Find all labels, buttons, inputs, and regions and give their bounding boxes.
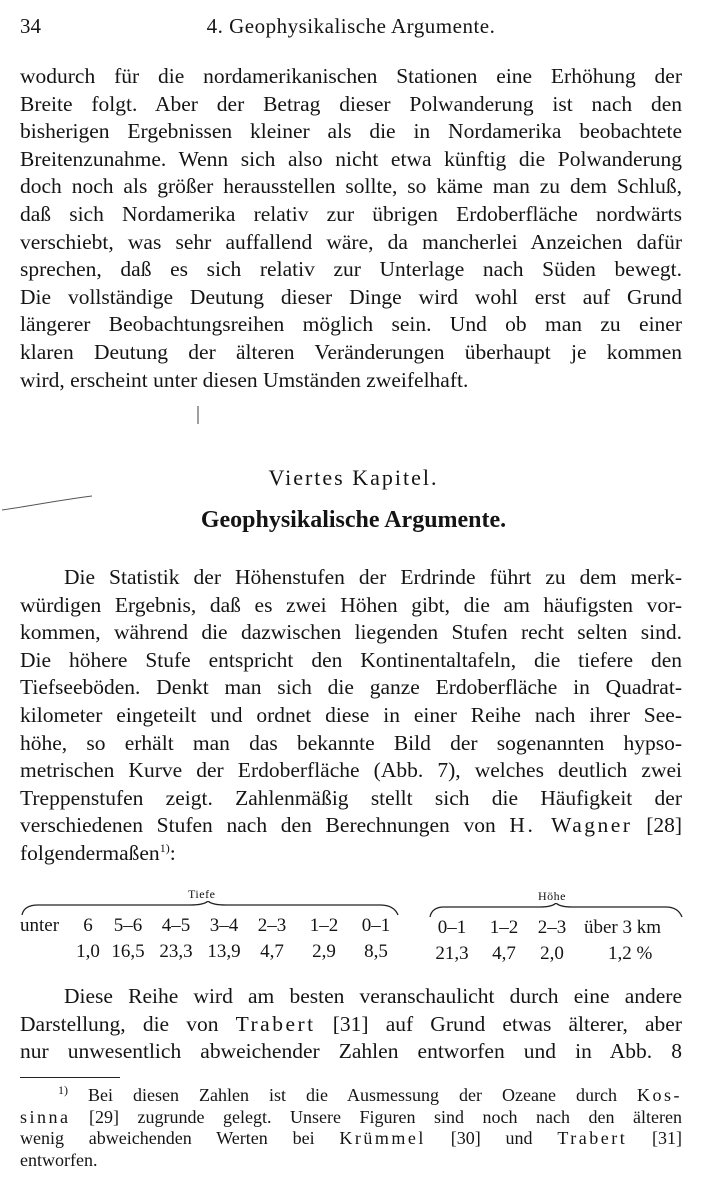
- page-header: [20, 14, 682, 48]
- text-line: sprechen, daß es sich relativ zur Unterlage nach Süden bewegt.: [20, 257, 682, 282]
- tiefe-group-label: Tiefe: [188, 887, 216, 901]
- text-line: Die vollständige Deutung dieser Dinge wird wohl erst auf Grund: [20, 284, 682, 309]
- text-fragment: [30] und: [450, 1128, 533, 1148]
- text-line: doch noch als größer herausstellen sollte, so käme man zu dem Schluß,: [20, 174, 682, 199]
- text-line: Treppenstufen zeigt. Zahlenmäßig stellt sich die Häufigkeit der: [20, 785, 682, 810]
- text-line: bisherigen Ergebnissen kleiner als die in Nordamerika beobachtete: [20, 119, 682, 144]
- text-line: Breite folgt. Aber der Betrag dieser Polwanderung ist nach den: [20, 91, 682, 116]
- text-line: [20, 1011, 682, 1039]
- row-label: unter: [20, 915, 60, 936]
- citation: [31]: [652, 1128, 683, 1148]
- hoehe-value: 4,7: [492, 943, 516, 964]
- hoehe-range: über 3 km: [584, 917, 662, 938]
- text-fragment: Bei diesen Zahlen ist die Ausmessung der Ozeane durch: [88, 1085, 617, 1105]
- text-fragment: folgendermaßen: [20, 840, 160, 865]
- text-fragment: Darstellung, die von: [20, 1011, 219, 1036]
- text-line: verschiebt, was sehr auffallend wäre, da mancherlei Anzeichen dafür: [20, 229, 682, 254]
- running-head: 4. Geophysikalische Argumente.: [206, 14, 496, 38]
- text-line: [20, 812, 682, 840]
- text-fragment: :: [169, 840, 176, 865]
- page-number: 34: [20, 14, 41, 38]
- scan-pen-mark: [194, 404, 202, 428]
- tiefe-range: 1–2: [309, 915, 339, 936]
- text-line: Die Statistik der Höhenstufen der Erdrinde führt zu dem merk-: [64, 565, 682, 589]
- citation: [28]: [646, 813, 683, 838]
- footnote-marker: 1): [58, 1083, 68, 1097]
- author-name: H. Wagner: [509, 813, 633, 838]
- hoehe-value: 2,0: [540, 943, 564, 964]
- tiefe-value: 23,3: [159, 941, 193, 962]
- text-line: Die höhere Stufe entspricht den Kontinentaltafeln, die tiefere den: [20, 647, 682, 672]
- hoehe-range: 1–2: [489, 917, 519, 938]
- footnote: [20, 1085, 682, 1171]
- tiefe-range: 3–4: [209, 915, 239, 936]
- author-name: Krümmel: [339, 1128, 426, 1148]
- tiefe-range: 2–3: [257, 915, 287, 936]
- paragraph-polwanderung: [20, 63, 682, 394]
- text-fragment: [31] auf Grund etwas älterer, aber: [332, 1011, 682, 1036]
- text-fragment: [29] zugrunde gelegt. Unsere Figuren sind noch nach den älteren: [89, 1106, 682, 1127]
- author-name: Kos-: [637, 1085, 683, 1105]
- height-distribution-table: [20, 885, 682, 967]
- text-line: klaren Deutung der älteren Veränderungen überhaupt je kommen: [20, 339, 682, 364]
- text-line: [20, 840, 682, 868]
- text-line: kilometer eingeteilt und ordnet diese in einer Reihe nach ihrer See-: [20, 702, 682, 727]
- text-line: metrischen Kurve der Erdoberfläche (Abb. 7), welches deutlich zwei: [20, 758, 682, 783]
- tiefe-value: 1,0: [76, 941, 100, 962]
- text-fragment: verschiedenen Stufen nach den Berechnungen von: [20, 813, 496, 838]
- text-line: entworfen.: [20, 1149, 98, 1170]
- chapter-label: Viertes Kapitel.: [268, 465, 439, 490]
- tiefe-value: 4,7: [260, 941, 284, 962]
- chapter-title: Geophysikalische Argumente.: [200, 507, 507, 533]
- tiefe-value: 8,5: [364, 941, 388, 962]
- paragraph-reihe: [20, 983, 682, 1066]
- text-line: [20, 1128, 682, 1150]
- text-line: daß sich Nordamerika relativ zur übrigen Erdoberfläche nordwärts: [20, 201, 682, 226]
- hoehe-value: 1,2 %: [608, 943, 653, 964]
- tiefe-range: 4–5: [161, 915, 191, 936]
- tiefe-range: 6: [83, 915, 93, 936]
- hoehe-range: 2–3: [537, 917, 567, 938]
- tiefe-value: 2,9: [312, 941, 336, 962]
- tiefe-value: 13,9: [207, 941, 241, 962]
- text-line: Breitenzunahme. Wenn sich also nicht etwa künftig die Polwanderung: [20, 146, 682, 171]
- text-line: wodurch für die nordamerikanischen Stationen eine Erhöhung der: [20, 64, 682, 88]
- hoehe-value: 21,3: [435, 943, 469, 964]
- paragraph-statistik: [20, 564, 682, 868]
- text-line: Diese Reihe wird am besten veranschaulicht durch eine andere: [64, 984, 682, 1008]
- author-name: Trabert: [235, 1011, 316, 1036]
- text-line: Tiefseeböden. Denkt man sich die ganze Erdoberfläche in Quadrat-: [20, 675, 682, 700]
- footnote-marker: 1): [159, 840, 170, 855]
- text-line: längerer Beobachtungsreihen möglich sein. Und ob man zu einer: [20, 312, 682, 337]
- footnote-divider: [20, 1077, 120, 1078]
- author-name: Trabert: [557, 1128, 628, 1148]
- tiefe-range: 5–6: [113, 915, 143, 936]
- text-line: höhe, so erhält man das bekannte Bild der sogenannten hypso-: [20, 730, 682, 755]
- text-line: nur unwesentlich abweichender Zahlen entworfen und in Abb. 8: [20, 1039, 682, 1064]
- text-line: [20, 1107, 682, 1129]
- tiefe-range: 0–1: [361, 915, 391, 936]
- hoehe-group-label: Höhe: [538, 889, 566, 903]
- text-line: würdigen Ergebnis, daß es zwei Höhen gibt, die am häufigsten vor-: [20, 592, 682, 617]
- text-line: wird, erscheint unter diesen Umständen zweifelhaft.: [20, 367, 469, 392]
- text-line: kommen, während die dazwischen liegenden Stufen recht selten sind.: [20, 620, 682, 645]
- tiefe-value: 16,5: [111, 941, 145, 962]
- text-fragment: wenig abweichenden Werten bei: [20, 1128, 315, 1148]
- text-line: [20, 1085, 682, 1107]
- author-name: sinna: [20, 1106, 71, 1127]
- hoehe-range: 0–1: [437, 917, 467, 938]
